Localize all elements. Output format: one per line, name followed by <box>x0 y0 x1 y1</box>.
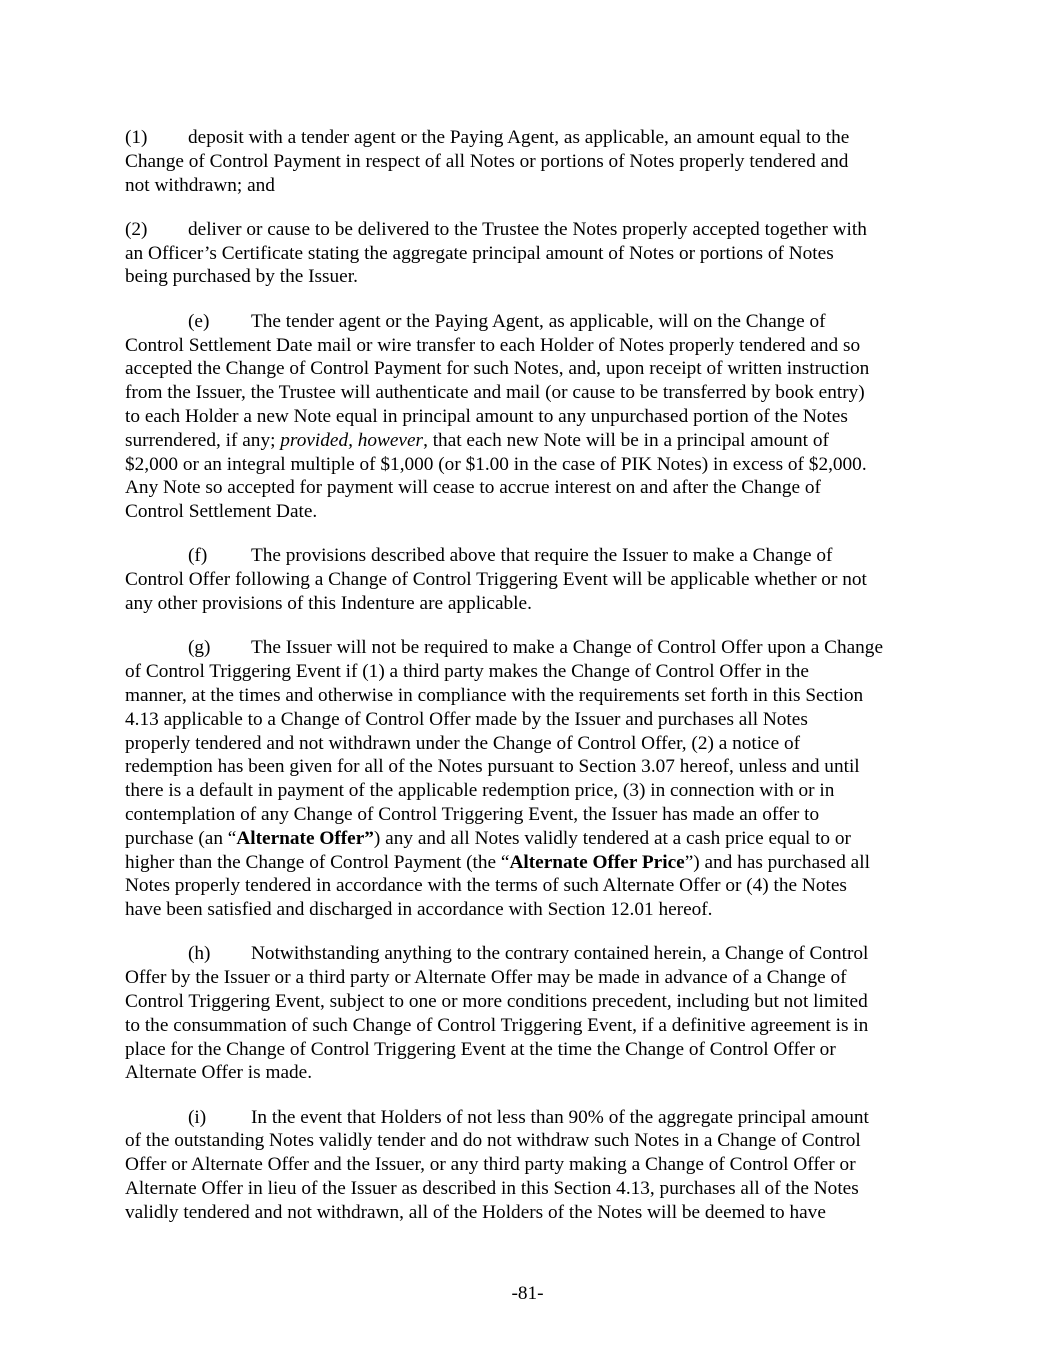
text-line <box>125 1038 935 1062</box>
text-segment: have been satisfied and discharged in accordance with Section 12.01 hereof. <box>125 899 713 921</box>
text-line <box>125 405 935 429</box>
text-segment: from the Issuer, the Trustee will authenticate and mail (or cause to be transferred by book entry) <box>125 382 865 404</box>
document-body <box>125 126 935 1245</box>
paragraph-label: (g) <box>188 637 211 659</box>
paragraph-i <box>125 1106 935 1225</box>
text-segment: manner, at the times and otherwise in compliance with the requirements set forth in this Section <box>125 684 864 706</box>
page-number: -81- <box>511 1283 544 1304</box>
text-line <box>125 310 935 334</box>
text-segment: Control Triggering Event, subject to one or more conditions precedent, including but not limited <box>125 991 868 1012</box>
text-line <box>125 476 935 500</box>
text-line <box>125 990 935 1014</box>
text-line <box>125 265 935 289</box>
text-segment: deposit with a tender agent or the Paying Agent, as applicable, an amount equal to the <box>188 127 850 148</box>
text-segment: properly tendered and not withdrawn under the Change of Control Offer, (2) a notice of <box>125 732 801 754</box>
text-segment: ) any and all Notes validly tendered at a cash price equal to or <box>373 827 851 849</box>
paragraph-h <box>125 942 935 1085</box>
text-segment: Control Settlement Date. <box>125 501 318 523</box>
text-segment: any other provisions of this Indenture are applicable. <box>125 593 532 615</box>
text-line <box>125 544 935 568</box>
text-segment: 4.13 applicable to a Change of Control Offer made by the Issuer and purchases all Notes <box>125 708 808 730</box>
text-line <box>125 636 935 660</box>
text-segment: Offer by the Issuer or a third party or Alternate Offer may be made in advance of a Change of <box>125 967 847 989</box>
text-line <box>125 803 935 827</box>
text-line <box>125 1061 935 1085</box>
text-line <box>125 827 935 851</box>
text-segment: being purchased by the Issuer. <box>125 266 358 288</box>
text-line <box>125 942 935 966</box>
text-line <box>125 732 935 756</box>
text-segment: not withdrawn; and <box>125 174 275 196</box>
text-segment: surrendered, if any; <box>125 429 281 451</box>
text-segment: The tender agent or the Paying Agent, as applicable, will on the Change of <box>251 310 826 332</box>
text-segment: there is a default in payment of the applicable redemption price, (3) in connection with or in <box>125 780 835 802</box>
paragraph-e <box>125 310 935 524</box>
paragraph-label: (e) <box>188 310 210 332</box>
text-line <box>125 500 935 524</box>
text-segment: deliver or cause to be delivered to the Trustee the Notes properly accepted together with <box>188 218 867 240</box>
text-line <box>125 218 935 242</box>
text-segment: to the consummation of such Change of Control Triggering Event, if a definitive agreement is in <box>125 1014 869 1036</box>
text-line <box>125 779 935 803</box>
text-line <box>125 1014 935 1038</box>
paragraph-2 <box>125 218 935 289</box>
text-line <box>125 242 935 266</box>
text-line <box>125 1106 935 1130</box>
text-line <box>125 381 935 405</box>
paragraph-f <box>125 544 935 615</box>
paragraph-label: (1) <box>125 127 148 148</box>
text-line <box>125 1201 935 1225</box>
text-segment: an Officer’s Certificate stating the aggregate principal amount of Notes or portions of Notes <box>125 242 834 264</box>
text-line <box>125 592 935 616</box>
text-segment: of Control Triggering Event if (1) a third party makes the Change of Control Offer in the <box>125 661 809 683</box>
text-segment: redemption has been given for all of the Notes pursuant to Section 3.07 hereof, unless and until <box>125 756 860 778</box>
text-line <box>125 126 935 150</box>
text-line <box>125 429 935 453</box>
text-line <box>125 357 935 381</box>
paragraph-label: (h) <box>188 943 211 965</box>
text-line <box>125 568 935 592</box>
text-segment: $2,000 or an integral multiple of $1,000 (or $1.00 in the case of PIK Notes) in excess of $2,000. <box>125 453 867 475</box>
text-segment: , that each new Note will be in a principal amount of <box>423 429 829 451</box>
text-segment: Control Settlement Date mail or wire transfer to each Holder of Notes properly tendered and so <box>125 334 861 356</box>
text-segment: contemplation of any Change of Control Triggering Event, the Issuer has made an offer to <box>125 803 820 825</box>
defined-term: Alternate Offer Price <box>509 851 685 873</box>
text-segment: to each Holder a new Note equal in principal amount to any unpurchased portion of the Notes <box>125 405 848 427</box>
paragraph-g <box>125 636 935 922</box>
text-line <box>125 684 935 708</box>
text-line <box>125 150 935 174</box>
text-line <box>125 898 935 922</box>
text-segment: Any Note so accepted for payment will cease to accrue interest on and after the Change of <box>125 477 821 499</box>
text-line <box>125 1129 935 1153</box>
text-line <box>125 334 935 358</box>
text-segment: higher than the Change of Control Payment (the “ <box>125 851 510 873</box>
text-segment: Alternate Offer is made. <box>125 1062 313 1084</box>
text-segment: Offer or Alternate Offer and the Issuer, or any third party making a Change of Control Offer or <box>125 1154 856 1176</box>
text-segment: accepted the Change of Control Payment for such Notes, and, upon receipt of written instruction <box>125 358 870 380</box>
paragraph-label: (i) <box>188 1106 207 1128</box>
text-segment: In the event that Holders of not less than 90% of the aggregate principal amount <box>251 1106 869 1128</box>
text-segment: The provisions described above that require the Issuer to make a Change of <box>251 545 833 567</box>
text-line <box>125 874 935 898</box>
text-line <box>125 708 935 732</box>
text-line <box>125 851 935 875</box>
text-segment: The Issuer will not be required to make a Change of Control Offer upon a Change <box>251 637 883 659</box>
text-segment: place for the Change of Control Triggering Event at the time the Change of Control Offer or <box>125 1038 836 1060</box>
text-segment: validly tendered and not withdrawn, all of the Holders of the Notes will be deemed to have <box>125 1201 826 1223</box>
paragraph-1 <box>125 126 935 197</box>
text-segment: Change of Control Payment in respect of all Notes or portions of Notes properly tendered and <box>125 150 849 172</box>
defined-term: Alternate Offer” <box>236 827 374 849</box>
text-segment: of the outstanding Notes validly tender and do not withdraw such Notes in a Change of Control <box>125 1130 861 1152</box>
paragraph-label: (f) <box>188 545 208 567</box>
paragraph-label: (2) <box>125 218 148 240</box>
text-line <box>125 1153 935 1177</box>
text-line <box>125 966 935 990</box>
text-segment: Control Offer following a Change of Control Triggering Event will be applicable whether or not <box>125 569 867 591</box>
text-line <box>125 453 935 477</box>
text-segment: purchase (an “ <box>125 827 237 849</box>
text-segment: Notes properly tendered in accordance with the terms of such Alternate Offer or (4) the Notes <box>125 875 847 897</box>
text-segment: Alternate Offer in lieu of the Issuer as described in this Section 4.13, purchases all of the Notes <box>125 1178 859 1200</box>
text-line <box>125 1177 935 1201</box>
text-segment: ”) and has purchased all <box>684 851 870 873</box>
text-line <box>125 755 935 779</box>
text-segment: Notwithstanding anything to the contrary contained herein, a Change of Control <box>251 943 869 965</box>
text-line <box>125 174 935 198</box>
italic-text: provided, however <box>280 429 424 451</box>
text-line <box>125 660 935 684</box>
